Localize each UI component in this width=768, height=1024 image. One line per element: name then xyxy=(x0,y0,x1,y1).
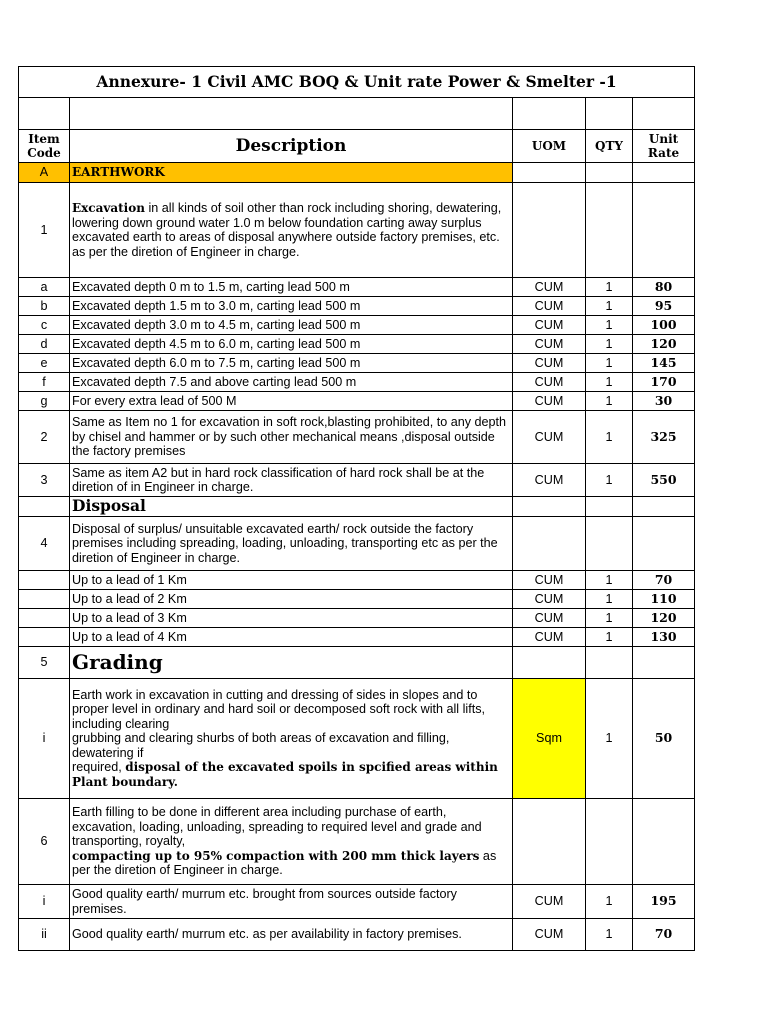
item-code: 1 xyxy=(19,183,70,278)
item-text: Earth filling to be done in different area including purchase of earth, excavation, loading, unloading, spreading to required level and grade and transporting, royalty, xyxy=(72,805,482,849)
row-description: Excavated depth 1.5 m to 3.0 m, carting lead 500 m xyxy=(70,297,513,316)
row-uom: CUM xyxy=(513,373,586,392)
row-qty: 1 xyxy=(586,297,633,316)
row-uom: CUM xyxy=(513,919,586,951)
row-qty: 1 xyxy=(586,316,633,335)
row-code: b xyxy=(19,297,70,316)
item-uom: CUM xyxy=(513,411,586,464)
row-rate: 70 xyxy=(633,571,695,590)
blank-cell xyxy=(633,497,695,517)
header-uom: UOM xyxy=(513,130,586,163)
row-qty: 1 xyxy=(586,609,633,628)
blank-cell xyxy=(586,497,633,517)
blank-cell xyxy=(19,628,70,647)
blank-cell xyxy=(586,517,633,571)
row-qty: 1 xyxy=(586,373,633,392)
row-uom: CUM xyxy=(513,278,586,297)
item-code: 6 xyxy=(19,799,70,885)
row-qty: 1 xyxy=(586,278,633,297)
header-qty: QTY xyxy=(586,130,633,163)
blank-cell xyxy=(586,163,633,183)
boq-table xyxy=(18,66,695,951)
row-rate: 80 xyxy=(633,278,695,297)
blank-cell xyxy=(19,590,70,609)
item-uom: CUM xyxy=(513,464,586,497)
item-bold-text: disposal of the excavated spoils in spcified areas within Plant boundary. xyxy=(72,760,498,789)
section-title-disposal: Disposal xyxy=(70,497,513,517)
item-text: in all kinds of soil other than rock including shoring, dewatering, xyxy=(144,201,502,215)
item-code: i xyxy=(19,679,70,799)
row-uom: CUM xyxy=(513,392,586,411)
row-description: For every extra lead of 500 M xyxy=(70,392,513,411)
row-description: Up to a lead of 4 Km xyxy=(70,628,513,647)
item-description: Disposal of surplus/ unsuitable excavated earth/ rock outside the factory premises including spreading, loading, unloading, transporting etc as per the diretion of Engineer in charge. xyxy=(70,517,513,571)
header-item-code: Item Code xyxy=(19,130,70,163)
row-description: Up to a lead of 3 Km xyxy=(70,609,513,628)
row-description: Good quality earth/ murrum etc. as per availability in factory premises. xyxy=(70,919,513,951)
item-uom: Sqm xyxy=(513,679,586,799)
row-uom: CUM xyxy=(513,885,586,919)
item-bold-text: compacting up to 95% compaction with 200 mm thick layers xyxy=(72,848,480,863)
row-rate: 30 xyxy=(633,392,695,411)
row-description: Up to a lead of 1 Km xyxy=(70,571,513,590)
item-description xyxy=(70,183,513,278)
item-code: 3 xyxy=(19,464,70,497)
row-code: ii xyxy=(19,919,70,951)
row-description: Excavated depth 7.5 and above carting lead 500 m xyxy=(70,373,513,392)
row-uom: CUM xyxy=(513,316,586,335)
blank-cell xyxy=(513,98,586,130)
row-rate: 130 xyxy=(633,628,695,647)
row-rate: 170 xyxy=(633,373,695,392)
row-code: c xyxy=(19,316,70,335)
row-qty: 1 xyxy=(586,919,633,951)
row-uom: CUM xyxy=(513,590,586,609)
row-rate: 120 xyxy=(633,609,695,628)
blank-cell xyxy=(633,183,695,278)
blank-cell xyxy=(633,98,695,130)
section-title-earthwork: EARTHWORK xyxy=(70,163,513,183)
section-title-grading: Grading xyxy=(70,647,513,679)
row-rate: 145 xyxy=(633,354,695,373)
row-rate: 70 xyxy=(633,919,695,951)
row-uom: CUM xyxy=(513,609,586,628)
row-rate: 100 xyxy=(633,316,695,335)
item-qty: 1 xyxy=(586,411,633,464)
blank-cell xyxy=(633,799,695,885)
row-qty: 1 xyxy=(586,590,633,609)
blank-cell xyxy=(19,497,70,517)
blank-cell xyxy=(633,647,695,679)
row-qty: 1 xyxy=(586,885,633,919)
item-rate: 50 xyxy=(633,679,695,799)
row-description: Up to a lead of 2 Km xyxy=(70,590,513,609)
blank-cell xyxy=(513,647,586,679)
header-description: Description xyxy=(70,130,513,163)
row-code: f xyxy=(19,373,70,392)
row-rate: 110 xyxy=(633,590,695,609)
header-unit-rate: Unit Rate xyxy=(633,130,695,163)
blank-cell xyxy=(586,98,633,130)
item-text-line2: lowering down ground water 1.0 m below foundation carting away surplus excavated earth to areas of disposal anywhere outside factory premises, etc. as per the diretion of Engineer in charge. xyxy=(72,215,500,259)
item-qty: 1 xyxy=(586,464,633,497)
item-rate: 550 xyxy=(633,464,695,497)
item-text: Earth work in excavation in cutting and dressing of sides in slopes and to proper level in ordinary and hard soil or decomposed soft rock with all lifts, including clearing xyxy=(72,687,485,731)
item-code: 4 xyxy=(19,517,70,571)
blank-cell xyxy=(513,497,586,517)
row-qty: 1 xyxy=(586,335,633,354)
section-code: A xyxy=(19,163,70,183)
item-qty: 1 xyxy=(586,679,633,799)
row-uom: CUM xyxy=(513,297,586,316)
row-description: Good quality earth/ murrum etc. brought from sources outside factory premises. xyxy=(70,885,513,919)
blank-cell xyxy=(19,98,70,130)
blank-cell xyxy=(586,647,633,679)
section-code: 5 xyxy=(19,647,70,679)
row-uom: CUM xyxy=(513,628,586,647)
row-code: a xyxy=(19,278,70,297)
row-uom: CUM xyxy=(513,571,586,590)
row-rate: 120 xyxy=(633,335,695,354)
blank-cell xyxy=(586,183,633,278)
row-qty: 1 xyxy=(586,354,633,373)
item-description xyxy=(70,799,513,885)
blank-cell xyxy=(586,799,633,885)
blank-cell xyxy=(513,183,586,278)
item-description: Same as Item no 1 for excavation in soft rock,blasting prohibited, to any depth by chisel and hammer or by such other mechanical means ,disposal outside the factory premises xyxy=(70,411,513,464)
row-code: g xyxy=(19,392,70,411)
row-qty: 1 xyxy=(586,628,633,647)
document-title: Annexure- 1 Civil AMC BOQ & Unit rate Power & Smelter -1 xyxy=(19,67,695,98)
blank-cell xyxy=(633,517,695,571)
row-qty: 1 xyxy=(586,392,633,411)
blank-cell xyxy=(513,517,586,571)
row-code: i xyxy=(19,885,70,919)
blank-cell xyxy=(513,163,586,183)
row-description: Excavated depth 6.0 m to 7.5 m, carting lead 500 m xyxy=(70,354,513,373)
item-description xyxy=(70,679,513,799)
row-code: e xyxy=(19,354,70,373)
item-rate: 325 xyxy=(633,411,695,464)
item-description: Same as item A2 but in hard rock classification of hard rock shall be at the diretion of in Engineer in charge. xyxy=(70,464,513,497)
row-qty: 1 xyxy=(586,571,633,590)
item-text-line3: required, xyxy=(72,760,126,775)
row-code: d xyxy=(19,335,70,354)
item-text-tail: as per the diretion of Engineer in charge. xyxy=(72,848,497,878)
item-code: 2 xyxy=(19,411,70,464)
item-text-line2: grubbing and clearing shurbs of both areas of excavation and filling, dewatering if xyxy=(72,731,450,760)
blank-cell xyxy=(513,799,586,885)
row-description: Excavated depth 4.5 m to 6.0 m, carting lead 500 m xyxy=(70,335,513,354)
row-description: Excavated depth 0 m to 1.5 m, carting lead 500 m xyxy=(70,278,513,297)
row-uom: CUM xyxy=(513,335,586,354)
row-description: Excavated depth 3.0 m to 4.5 m, carting lead 500 m xyxy=(70,316,513,335)
blank-cell xyxy=(70,98,513,130)
row-uom: CUM xyxy=(513,354,586,373)
row-rate: 95 xyxy=(633,297,695,316)
item-bold-text: Excavation xyxy=(72,201,145,215)
blank-cell xyxy=(19,571,70,590)
blank-cell xyxy=(633,163,695,183)
blank-cell xyxy=(19,609,70,628)
row-rate: 195 xyxy=(633,885,695,919)
